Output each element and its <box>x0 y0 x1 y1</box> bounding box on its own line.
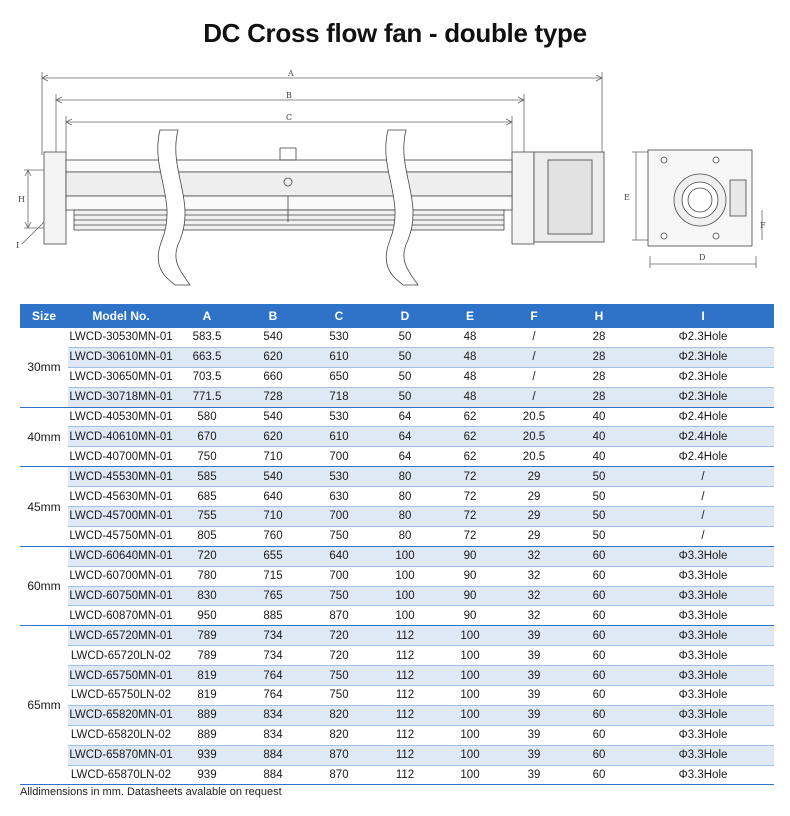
value-cell: / <box>632 487 774 507</box>
page-title: DC Cross flow fan - double type <box>203 18 587 48</box>
value-cell: 90 <box>438 586 502 606</box>
model-cell: LWCD-30610MN-01 <box>68 347 174 367</box>
value-cell: 750 <box>306 686 372 706</box>
value-cell: Φ3.3Hole <box>632 546 774 566</box>
value-cell: 630 <box>306 487 372 507</box>
value-cell: Φ3.3Hole <box>632 725 774 745</box>
table-row <box>20 646 774 666</box>
model-cell: LWCD-40530MN-01 <box>68 407 174 427</box>
model-cell: LWCD-30650MN-01 <box>68 367 174 387</box>
value-cell: 112 <box>372 765 438 785</box>
value-cell: 720 <box>174 546 240 566</box>
value-cell: 40 <box>566 407 632 427</box>
table-row <box>20 546 774 566</box>
model-cell: LWCD-65870LN-02 <box>68 765 174 785</box>
value-cell: 663.5 <box>174 347 240 367</box>
value-cell: 40 <box>566 427 632 447</box>
value-cell: 530 <box>306 467 372 487</box>
value-cell: 50 <box>372 347 438 367</box>
table-row <box>20 387 774 407</box>
dim-b-label: B <box>286 91 292 100</box>
value-cell: 720 <box>306 626 372 646</box>
value-cell: 32 <box>502 546 566 566</box>
value-cell: 100 <box>438 666 502 686</box>
value-cell: 100 <box>372 546 438 566</box>
header-cell: F <box>502 304 566 328</box>
value-cell: 39 <box>502 725 566 745</box>
value-cell: 583.5 <box>174 328 240 347</box>
value-cell: 764 <box>240 666 306 686</box>
value-cell: 830 <box>174 586 240 606</box>
value-cell: Φ3.3Hole <box>632 646 774 666</box>
value-cell: 50 <box>372 328 438 347</box>
value-cell: 764 <box>240 686 306 706</box>
model-cell: LWCD-65750LN-02 <box>68 686 174 706</box>
value-cell: 700 <box>306 566 372 586</box>
value-cell: 620 <box>240 427 306 447</box>
value-cell: 650 <box>306 367 372 387</box>
value-cell: 72 <box>438 526 502 546</box>
value-cell: 60 <box>566 546 632 566</box>
value-cell: 889 <box>174 705 240 725</box>
value-cell: 39 <box>502 765 566 785</box>
value-cell: 60 <box>566 626 632 646</box>
value-cell: 50 <box>372 387 438 407</box>
value-cell: 72 <box>438 507 502 527</box>
value-cell: 39 <box>502 686 566 706</box>
table-row <box>20 526 774 546</box>
value-cell: Φ3.3Hole <box>632 686 774 706</box>
table-row <box>20 686 774 706</box>
model-cell: LWCD-45700MN-01 <box>68 507 174 527</box>
value-cell: Φ2.3Hole <box>632 387 774 407</box>
dim-f-label: F <box>760 221 766 230</box>
header-cell: I <box>632 304 774 328</box>
model-cell: LWCD-40700MN-01 <box>68 447 174 467</box>
value-cell: 540 <box>240 467 306 487</box>
table-row <box>20 626 774 646</box>
value-cell: 760 <box>240 526 306 546</box>
fan-front-view <box>44 148 604 244</box>
value-cell: 750 <box>174 447 240 467</box>
value-cell: 640 <box>240 487 306 507</box>
value-cell: 100 <box>438 725 502 745</box>
value-cell: 750 <box>306 586 372 606</box>
table-row <box>20 487 774 507</box>
value-cell: Φ3.3Hole <box>632 566 774 586</box>
value-cell: 60 <box>566 765 632 785</box>
value-cell: 750 <box>306 526 372 546</box>
value-cell: Φ2.3Hole <box>632 328 774 347</box>
value-cell: 60 <box>566 646 632 666</box>
model-cell: LWCD-45750MN-01 <box>68 526 174 546</box>
model-cell: LWCD-65820MN-01 <box>68 705 174 725</box>
value-cell: 789 <box>174 646 240 666</box>
value-cell: Φ3.3Hole <box>632 606 774 626</box>
value-cell: 48 <box>438 328 502 347</box>
value-cell: 80 <box>372 467 438 487</box>
value-cell: 72 <box>438 467 502 487</box>
value-cell: 48 <box>438 387 502 407</box>
value-cell: 885 <box>240 606 306 626</box>
value-cell: 819 <box>174 666 240 686</box>
table-row <box>20 427 774 447</box>
header-cell: E <box>438 304 502 328</box>
header-cell: B <box>240 304 306 328</box>
value-cell: Φ3.3Hole <box>632 626 774 646</box>
value-cell: Φ3.3Hole <box>632 666 774 686</box>
value-cell: 60 <box>566 666 632 686</box>
value-cell: 50 <box>566 487 632 507</box>
value-cell: 685 <box>174 487 240 507</box>
header-cell: Size <box>20 304 68 328</box>
model-cell: LWCD-60640MN-01 <box>68 546 174 566</box>
value-cell: 62 <box>438 407 502 427</box>
value-cell: / <box>502 328 566 347</box>
value-cell: Φ2.4Hole <box>632 447 774 467</box>
value-cell: 789 <box>174 626 240 646</box>
table-row <box>20 586 774 606</box>
value-cell: 48 <box>438 367 502 387</box>
dim-d-label: D <box>699 253 706 262</box>
value-cell: 29 <box>502 507 566 527</box>
value-cell: 100 <box>372 606 438 626</box>
size-cell: 45mm <box>20 467 68 547</box>
value-cell: 734 <box>240 646 306 666</box>
value-cell: 64 <box>372 447 438 467</box>
value-cell: 660 <box>240 367 306 387</box>
value-cell: 780 <box>174 566 240 586</box>
value-cell: 90 <box>438 606 502 626</box>
value-cell: 530 <box>306 328 372 347</box>
value-cell: 32 <box>502 566 566 586</box>
value-cell: 20.5 <box>502 447 566 467</box>
value-cell: 28 <box>566 347 632 367</box>
value-cell: 715 <box>240 566 306 586</box>
value-cell: 620 <box>240 347 306 367</box>
value-cell: 60 <box>566 566 632 586</box>
value-cell: 112 <box>372 666 438 686</box>
header-cell: A <box>174 304 240 328</box>
value-cell: 39 <box>502 745 566 765</box>
value-cell: Φ3.3Hole <box>632 586 774 606</box>
value-cell: 48 <box>438 347 502 367</box>
value-cell: 530 <box>306 407 372 427</box>
value-cell: 718 <box>306 387 372 407</box>
value-cell: 39 <box>502 666 566 686</box>
table-row <box>20 566 774 586</box>
value-cell: 28 <box>566 367 632 387</box>
value-cell: 750 <box>306 666 372 686</box>
model-cell: LWCD-65720MN-01 <box>68 626 174 646</box>
header-cell: D <box>372 304 438 328</box>
value-cell: 939 <box>174 745 240 765</box>
value-cell: 820 <box>306 725 372 745</box>
table-row <box>20 467 774 487</box>
value-cell: 39 <box>502 705 566 725</box>
value-cell: 819 <box>174 686 240 706</box>
model-cell: LWCD-65720LN-02 <box>68 646 174 666</box>
value-cell: Φ3.3Hole <box>632 765 774 785</box>
value-cell: 540 <box>240 407 306 427</box>
value-cell: 100 <box>438 686 502 706</box>
model-cell: LWCD-45530MN-01 <box>68 467 174 487</box>
value-cell: 50 <box>566 507 632 527</box>
value-cell: 80 <box>372 487 438 507</box>
value-cell: 60 <box>566 745 632 765</box>
header-cell: H <box>566 304 632 328</box>
value-cell: Φ2.4Hole <box>632 427 774 447</box>
value-cell: 834 <box>240 725 306 745</box>
value-cell: 610 <box>306 347 372 367</box>
value-cell: 100 <box>372 586 438 606</box>
value-cell: 870 <box>306 765 372 785</box>
value-cell: 610 <box>306 427 372 447</box>
dim-a-label: A <box>288 69 294 78</box>
value-cell: 39 <box>502 646 566 666</box>
table-row <box>20 367 774 387</box>
value-cell: 771.5 <box>174 387 240 407</box>
size-cell: 65mm <box>20 626 68 785</box>
value-cell: 60 <box>566 725 632 745</box>
dim-c-label: C <box>286 113 293 122</box>
spec-table <box>20 304 774 785</box>
value-cell: 64 <box>372 407 438 427</box>
value-cell: 540 <box>240 328 306 347</box>
size-cell: 40mm <box>20 407 68 467</box>
value-cell: 80 <box>372 526 438 546</box>
model-cell: LWCD-60750MN-01 <box>68 586 174 606</box>
value-cell: 28 <box>566 328 632 347</box>
value-cell: 29 <box>502 487 566 507</box>
value-cell: 50 <box>566 467 632 487</box>
table-row <box>20 347 774 367</box>
value-cell: / <box>632 467 774 487</box>
value-cell: 100 <box>438 745 502 765</box>
value-cell: 870 <box>306 745 372 765</box>
value-cell: 40 <box>566 447 632 467</box>
value-cell: 60 <box>566 606 632 626</box>
model-cell: LWCD-40610MN-01 <box>68 427 174 447</box>
value-cell: 640 <box>306 546 372 566</box>
table-row <box>20 666 774 686</box>
value-cell: Φ2.3Hole <box>632 347 774 367</box>
value-cell: 700 <box>306 447 372 467</box>
value-cell: 100 <box>438 626 502 646</box>
model-cell: LWCD-65820LN-02 <box>68 725 174 745</box>
value-cell: 805 <box>174 526 240 546</box>
value-cell: 112 <box>372 626 438 646</box>
value-cell: 90 <box>438 566 502 586</box>
value-cell: 112 <box>372 686 438 706</box>
dim-i-label: I <box>16 241 20 250</box>
value-cell: 585 <box>174 467 240 487</box>
value-cell: 950 <box>174 606 240 626</box>
table-row <box>20 507 774 527</box>
value-cell: 884 <box>240 745 306 765</box>
value-cell: 20.5 <box>502 427 566 447</box>
value-cell: 834 <box>240 705 306 725</box>
value-cell: 670 <box>174 427 240 447</box>
value-cell: 703.5 <box>174 367 240 387</box>
value-cell: 820 <box>306 705 372 725</box>
value-cell: 62 <box>438 427 502 447</box>
fan-side-view <box>648 150 752 246</box>
value-cell: 29 <box>502 526 566 546</box>
value-cell: 50 <box>566 526 632 546</box>
value-cell: / <box>502 367 566 387</box>
model-cell: LWCD-65870MN-01 <box>68 745 174 765</box>
value-cell: 90 <box>438 546 502 566</box>
value-cell: 64 <box>372 427 438 447</box>
value-cell: 112 <box>372 745 438 765</box>
value-cell: / <box>502 347 566 367</box>
header-cell: C <box>306 304 372 328</box>
model-cell: LWCD-65750MN-01 <box>68 666 174 686</box>
table-row <box>20 606 774 626</box>
value-cell: 755 <box>174 507 240 527</box>
value-cell: 100 <box>438 646 502 666</box>
value-cell: 60 <box>566 686 632 706</box>
model-cell: LWCD-45630MN-01 <box>68 487 174 507</box>
model-cell: LWCD-60870MN-01 <box>68 606 174 626</box>
value-cell: 112 <box>372 705 438 725</box>
value-cell: 62 <box>438 447 502 467</box>
value-cell: 32 <box>502 586 566 606</box>
value-cell: 870 <box>306 606 372 626</box>
value-cell: 580 <box>174 407 240 427</box>
value-cell: 100 <box>438 705 502 725</box>
table-body <box>20 328 774 785</box>
table-row <box>20 745 774 765</box>
value-cell: Φ3.3Hole <box>632 745 774 765</box>
value-cell: 32 <box>502 606 566 626</box>
value-cell: 728 <box>240 387 306 407</box>
table-row <box>20 328 774 347</box>
table-row <box>20 765 774 785</box>
table-row <box>20 447 774 467</box>
value-cell: 710 <box>240 447 306 467</box>
value-cell: 100 <box>372 566 438 586</box>
header-cell: Model No. <box>68 304 174 328</box>
model-cell: LWCD-30718MN-01 <box>68 387 174 407</box>
technical-drawing <box>0 60 790 290</box>
value-cell: 765 <box>240 586 306 606</box>
value-cell: 20.5 <box>502 407 566 427</box>
value-cell: Φ3.3Hole <box>632 705 774 725</box>
dim-e-label: E <box>624 193 630 202</box>
value-cell: 80 <box>372 507 438 527</box>
value-cell: Φ2.3Hole <box>632 367 774 387</box>
table-row <box>20 407 774 427</box>
value-cell: / <box>632 507 774 527</box>
value-cell: 939 <box>174 765 240 785</box>
value-cell: / <box>632 526 774 546</box>
value-cell: 889 <box>174 725 240 745</box>
value-cell: 50 <box>372 367 438 387</box>
value-cell: 60 <box>566 586 632 606</box>
value-cell: 720 <box>306 646 372 666</box>
value-cell: 734 <box>240 626 306 646</box>
value-cell: 39 <box>502 626 566 646</box>
value-cell: 112 <box>372 725 438 745</box>
value-cell: / <box>502 387 566 407</box>
value-cell: 884 <box>240 765 306 785</box>
table-row <box>20 725 774 745</box>
value-cell: 28 <box>566 387 632 407</box>
value-cell: 60 <box>566 705 632 725</box>
size-cell: 30mm <box>20 328 68 407</box>
value-cell: 655 <box>240 546 306 566</box>
value-cell: 112 <box>372 646 438 666</box>
footnote: Alldimensions in mm. Datasheets avalable on request <box>20 786 282 798</box>
value-cell: Φ2.4Hole <box>632 407 774 427</box>
size-cell: 60mm <box>20 546 68 626</box>
table-header-row <box>20 304 774 328</box>
value-cell: 700 <box>306 507 372 527</box>
table-row <box>20 705 774 725</box>
model-cell: LWCD-30530MN-01 <box>68 328 174 347</box>
model-cell: LWCD-60700MN-01 <box>68 566 174 586</box>
value-cell: 710 <box>240 507 306 527</box>
value-cell: 100 <box>438 765 502 785</box>
dim-h-label: H <box>18 195 25 204</box>
value-cell: 29 <box>502 467 566 487</box>
value-cell: 72 <box>438 487 502 507</box>
